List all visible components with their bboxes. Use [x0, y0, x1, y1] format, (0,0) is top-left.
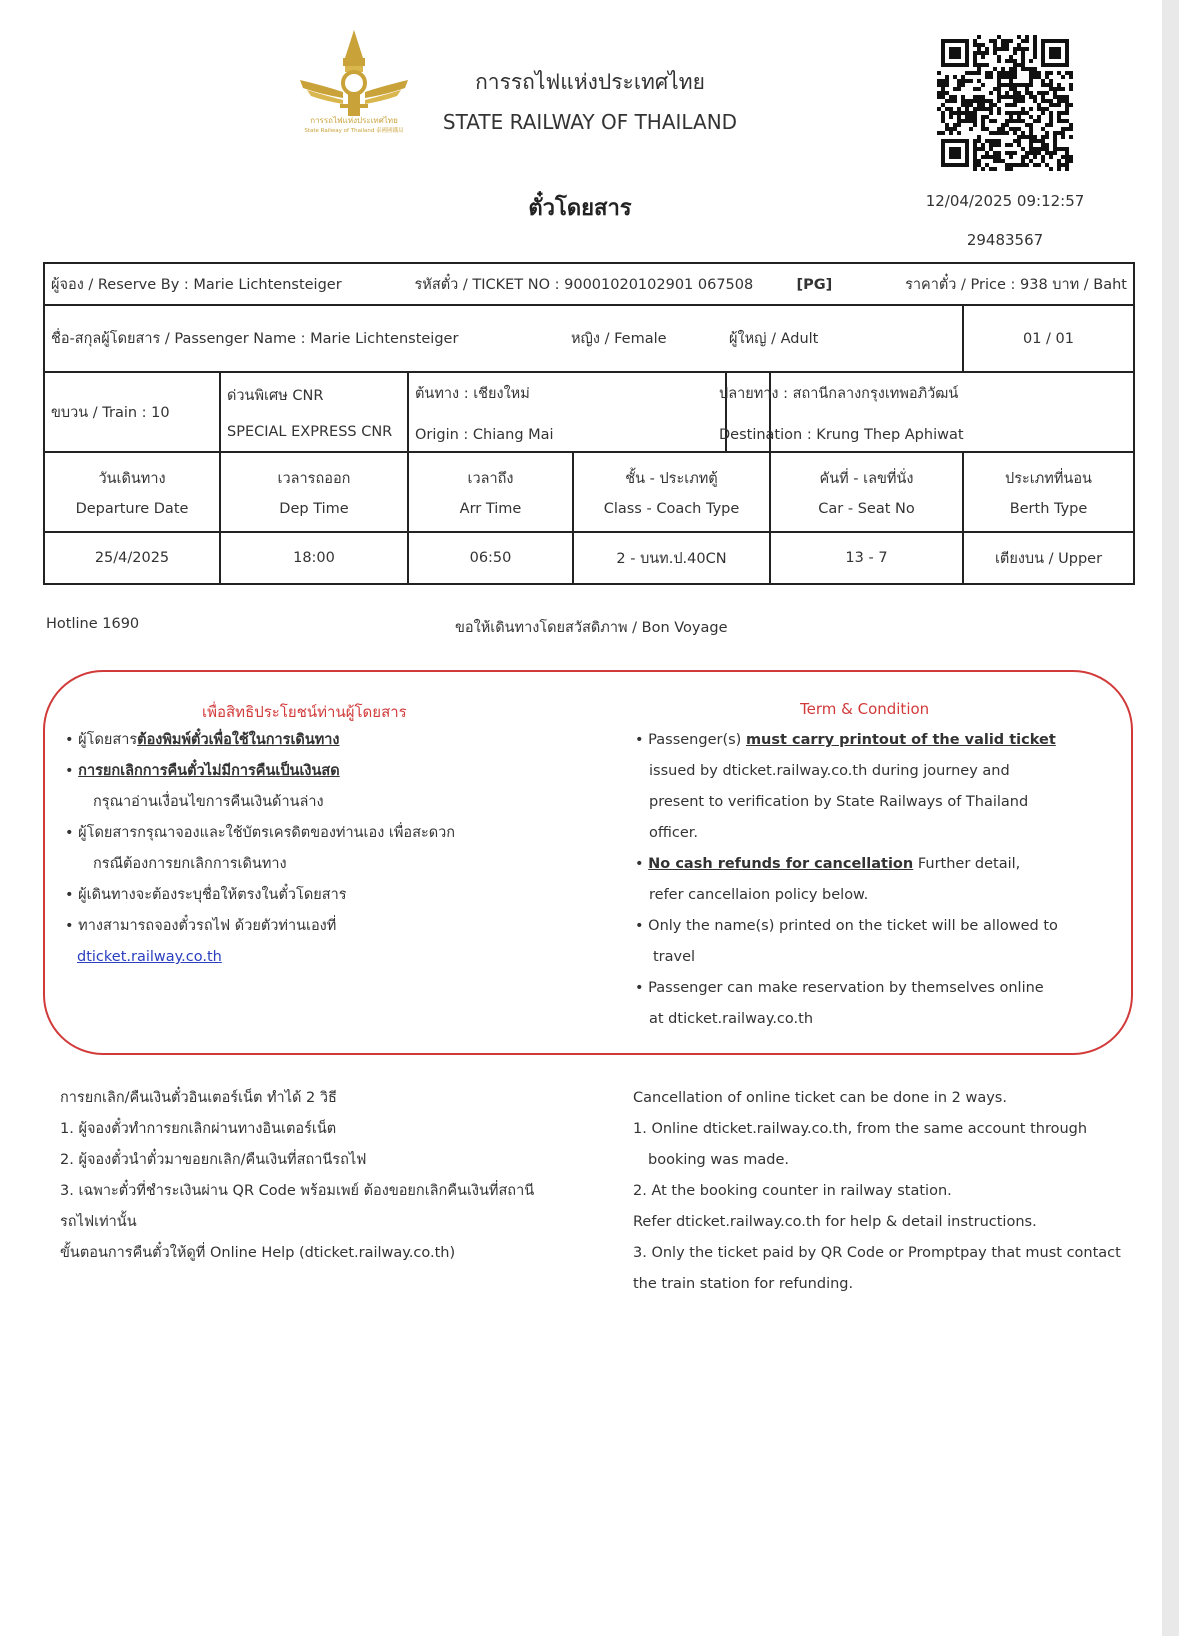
class-coach: 2 - บนท.ป.40CN — [573, 532, 770, 584]
term-th-7: • ทางสามารถจองตั๋วรถไฟ ด้วยตัวท่านเองที่ — [65, 911, 455, 942]
logo-text-en: State Railway of Thailand 泰國國鐵局 — [304, 128, 404, 134]
reservation-row — [44, 263, 1134, 305]
origin-th: ต้นทาง : เชียงใหม่ — [415, 385, 530, 402]
terms-list-th — [65, 725, 455, 973]
departure-date-header-th: วันเดินทาง — [98, 471, 166, 487]
cancellation-en — [633, 1083, 1121, 1300]
departure-date: 25/4/2025 — [44, 532, 220, 584]
term-en-2: issued by dticket.railway.co.th during journey and — [649, 763, 1010, 779]
org-name-th: การรถไฟแห่งประเทศไทย — [475, 70, 705, 94]
term-en-7: • Only the name(s) printed on the ticket will be allowed to — [635, 911, 1058, 942]
srt-logo — [295, 28, 413, 146]
arr-time-header-th: เวลาถึง — [467, 471, 514, 487]
destination-th: ปลายทาง : สถานีกลางกรุงเทพอภิวัฒน์ — [719, 385, 959, 402]
page-edge — [1162, 0, 1179, 1636]
hotline: Hotline 1690 — [46, 616, 140, 632]
ticket-details-table — [43, 262, 1135, 585]
term-en-5: • No cash refunds for cancellation Further detail, — [635, 849, 1058, 880]
column-headers-row — [44, 452, 1134, 532]
passenger-count: 01 / 01 — [963, 305, 1134, 372]
cancel-th-3: 2. ผู้จองตั๋วนำตั๋วมาขอยกเลิก/คืนเงินที่สถานีรถไฟ — [60, 1152, 367, 1168]
departure-date-header-en: Departure Date — [75, 501, 189, 517]
passenger-age-type: ผู้ใหญ่ / Adult — [729, 331, 819, 347]
cancel-th-6: ขั้นตอนการคืนตั๋วให้ดูที่ Online Help (dticket.railway.co.th) — [60, 1245, 456, 1261]
term-th-1: • ผู้โดยสารต้องพิมพ์ตั๋วเพื่อใช้ในการเดินทาง — [65, 725, 455, 756]
term-en-4: officer. — [649, 825, 699, 841]
term-en-3: present to verification by State Railways of Thailand — [649, 794, 1029, 810]
ticket-price: ราคาตั๋ว / Price : 938 บาท / Baht — [905, 276, 1127, 293]
reserve-by: ผู้จอง / Reserve By : Marie Lichtensteiger — [51, 276, 342, 293]
berth-type: เตียงบน / Upper — [963, 532, 1134, 584]
arr-time: 06:50 — [408, 532, 573, 584]
values-row — [44, 532, 1134, 584]
destination-en: Destination : Krung Thep Aphiwat — [719, 426, 964, 443]
cancel-en-5: Refer dticket.railway.co.th for help & detail instructions. — [633, 1214, 1037, 1230]
cancel-en-3: booking was made. — [648, 1152, 790, 1168]
cancel-en-6: 3. Only the ticket paid by QR Code or Promptpay that must contact — [633, 1245, 1121, 1261]
passenger-row — [44, 305, 1134, 372]
train-number: ขบวน / Train : 10 — [44, 372, 220, 452]
passenger-gender: หญิง / Female — [571, 331, 667, 347]
berth-header-en: Berth Type — [1009, 501, 1088, 517]
dep-time-header-th: เวลารถออก — [277, 471, 351, 487]
cancel-th-4: 3. เฉพาะตั๋วที่ชำระเงินผ่าน QR Code พร้อมเพย์ ต้องขอยกเลิกคืนเงินที่สถานี — [60, 1183, 535, 1199]
dep-time-header-en: Dep Time — [279, 501, 349, 517]
dep-time: 18:00 — [220, 532, 408, 584]
class-header-th: ชั้น - ประเภทตู้ — [625, 471, 718, 487]
ticket-number: รหัสตั๋ว / TICKET NO : 90001020102901 067508 — [414, 276, 754, 293]
term-th-3: กรุณาอ่านเงื่อนไขการคืนเงินด้านล่าง — [93, 794, 324, 810]
dticket-link[interactable]: dticket.railway.co.th — [77, 949, 222, 965]
issued-datetime: 12/04/2025 09:12:57 — [925, 192, 1085, 210]
reference-number: 29483567 — [966, 231, 1044, 249]
route-row — [44, 372, 1134, 452]
cancel-en-7: the train station for refunding. — [633, 1276, 854, 1292]
term-en-9: • Passenger can make reservation by themselves online — [635, 973, 1058, 1004]
document-title: ตั๋วโดยสาร — [528, 196, 632, 221]
terms-heading-en: Term & Condition — [800, 700, 930, 718]
passenger-name: ชื่อ-สกุลผู้โดยสาร / Passenger Name : Marie Lichtensteiger — [51, 331, 459, 347]
cancel-en-2: 1. Online dticket.railway.co.th, from the same account through — [633, 1121, 1088, 1137]
cancel-en-1: Cancellation of online ticket can be done in 2 ways. — [633, 1090, 1007, 1106]
ticket-tag: [PG] — [796, 276, 833, 293]
terms-box — [43, 670, 1133, 1055]
term-en-8: travel — [653, 949, 696, 965]
terms-heading-th: เพื่อสิทธิประโยชน์ท่านผู้โดยสาร — [202, 703, 407, 721]
terms-list-en — [635, 725, 1058, 1035]
cancellation-th — [60, 1083, 534, 1269]
term-en-1: • Passenger(s) must carry printout of the valid ticket — [635, 725, 1058, 756]
train-type-en: SPECIAL EXPRESS CNR — [227, 424, 393, 440]
origin-en: Origin : Chiang Mai — [415, 426, 554, 443]
org-name-en: STATE RAILWAY OF THAILAND — [442, 110, 738, 134]
cancel-th-5: รถไฟเท่านั้น — [60, 1214, 137, 1230]
cancel-th-2: 1. ผู้จองตั๋วทำการยกเลิกผ่านทางอินเตอร์เน็ต — [60, 1121, 337, 1137]
cancel-en-4: 2. At the booking counter in railway station. — [633, 1183, 952, 1199]
car-seat: 13 - 7 — [770, 532, 963, 584]
logo-text-th: การรถไฟแห่งประเทศไทย — [310, 116, 398, 125]
term-th-5: กรณีต้องการยกเลิกการเดินทาง — [93, 856, 287, 872]
train-type-th: ด่วนพิเศษ CNR — [227, 388, 324, 404]
term-th-4: • ผู้โดยสารกรุณาจองและใช้บัตรเครดิตของท่านเอง เพื่อสะดวก — [65, 818, 455, 849]
qr-code — [937, 35, 1073, 171]
cancel-th-1: การยกเลิก/คืนเงินตั๋วอินเตอร์เน็ต ทำได้ 2 วิธี — [60, 1090, 337, 1106]
term-en-10: at dticket.railway.co.th — [649, 1011, 814, 1027]
term-th-6: • ผู้เดินทางจะต้องระบุชื่อให้ตรงในตั๋วโดยสาร — [65, 880, 455, 911]
arr-time-header-en: Arr Time — [459, 501, 522, 517]
bon-voyage: ขอให้เดินทางโดยสวัสดิภาพ / Bon Voyage — [455, 620, 728, 636]
term-en-6: refer cancellaion policy below. — [649, 887, 869, 903]
berth-header-th: ประเภทที่นอน — [1005, 471, 1092, 487]
term-th-2: • การยกเลิกการคืนตั๋วไม่มีการคืนเป็นเงินสด — [65, 756, 455, 787]
class-header-en: Class - Coach Type — [603, 501, 740, 517]
seat-header-th: คันที่ - เลขที่นั่ง — [819, 471, 914, 487]
seat-header-en: Car - Seat No — [818, 501, 915, 517]
